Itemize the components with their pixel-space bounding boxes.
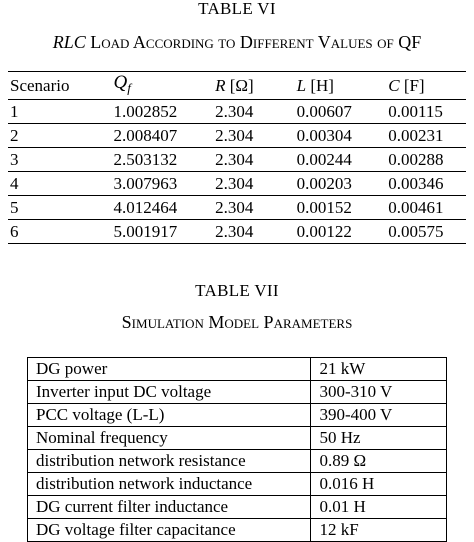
table-row xyxy=(28,519,447,542)
header-l-symbol: L xyxy=(296,75,307,95)
parameter-value: 300-310 V xyxy=(311,381,447,404)
cell-scenario: 2 xyxy=(8,124,114,148)
cell-scenario: 4 xyxy=(8,172,114,196)
header-r-symbol: R xyxy=(215,75,226,95)
parameter-value: 0.016 H xyxy=(311,473,447,496)
table-row xyxy=(28,496,447,519)
cell-c: 0.00575 xyxy=(388,220,466,244)
parameter-name: DG voltage filter capacitance xyxy=(28,519,311,542)
cell-qf: 1.002852 xyxy=(114,100,216,124)
parameter-name: DG power xyxy=(28,358,311,381)
parameter-name: distribution network resistance xyxy=(28,450,311,473)
cell-l: 0.00203 xyxy=(297,172,389,196)
parameter-value: 0.89 Ω xyxy=(311,450,447,473)
header-qf xyxy=(114,72,216,100)
header-l-unit: [H] xyxy=(306,75,334,95)
parameter-name: Inverter input DC voltage xyxy=(28,381,311,404)
cell-l: 0.00152 xyxy=(297,196,389,220)
parameter-name: Nominal frequency xyxy=(28,427,311,450)
cell-scenario: 3 xyxy=(8,148,114,172)
parameter-value: 50 Hz xyxy=(311,427,447,450)
table-row xyxy=(28,358,447,381)
header-c-unit: [F] xyxy=(399,75,425,95)
table-row xyxy=(8,124,466,148)
cell-l: 0.00304 xyxy=(297,124,389,148)
parameter-value: 390-400 V xyxy=(311,404,447,427)
parameter-value: 12 kF xyxy=(311,519,447,542)
header-qf-subscript: f xyxy=(127,80,131,96)
table-row xyxy=(28,381,447,404)
table-row xyxy=(28,473,447,496)
cell-l: 0.00244 xyxy=(297,148,389,172)
table6-caption-rlc: RLC xyxy=(52,32,86,52)
cell-c: 0.00288 xyxy=(388,148,466,172)
parameter-name: PCC voltage (L-L) xyxy=(28,404,311,427)
cell-r: 2.304 xyxy=(215,172,297,196)
table6-caption-rest: Load According to Different Values of QF xyxy=(85,32,422,52)
table-row xyxy=(8,220,466,244)
header-c xyxy=(388,72,466,100)
cell-c: 0.00461 xyxy=(388,196,466,220)
table-row xyxy=(8,196,466,220)
cell-l: 0.00607 xyxy=(297,100,389,124)
cell-scenario: 6 xyxy=(8,220,114,244)
table-row xyxy=(8,172,466,196)
cell-qf: 5.001917 xyxy=(114,220,216,244)
table-row xyxy=(8,148,466,172)
parameter-name: distribution network inductance xyxy=(28,473,311,496)
cell-r: 2.304 xyxy=(215,196,297,220)
cell-qf: 2.008407 xyxy=(114,124,216,148)
cell-qf: 4.012464 xyxy=(114,196,216,220)
table-row xyxy=(8,100,466,124)
parameter-value: 21 kW xyxy=(311,358,447,381)
header-r-unit: [Ω] xyxy=(225,75,254,95)
cell-c: 0.00115 xyxy=(388,100,466,124)
table-row xyxy=(28,404,447,427)
header-scenario: Scenario xyxy=(8,72,114,100)
cell-c: 0.00231 xyxy=(388,124,466,148)
cell-scenario: 1 xyxy=(8,100,114,124)
cell-r: 2.304 xyxy=(215,148,297,172)
table-row xyxy=(28,427,447,450)
cell-l: 0.00122 xyxy=(297,220,389,244)
table7-caption: Simulation Model Parameters xyxy=(121,312,353,332)
parameter-name: DG current filter inductance xyxy=(28,496,311,519)
cell-qf: 2.503132 xyxy=(114,148,216,172)
header-qf-symbol: Q xyxy=(113,72,128,93)
header-l xyxy=(297,72,389,100)
table-row xyxy=(28,450,447,473)
table7-label: TABLE VII xyxy=(195,281,279,300)
cell-c: 0.00346 xyxy=(388,172,466,196)
cell-qf: 3.007963 xyxy=(114,172,216,196)
rlc-load-table xyxy=(8,71,466,244)
header-r xyxy=(215,72,297,100)
cell-r: 2.304 xyxy=(215,100,297,124)
header-c-symbol: C xyxy=(388,75,400,95)
parameter-value: 0.01 H xyxy=(311,496,447,519)
simulation-parameters-table xyxy=(27,357,447,542)
table6-caption xyxy=(0,31,474,53)
cell-r: 2.304 xyxy=(215,124,297,148)
cell-scenario: 5 xyxy=(8,196,114,220)
table6-header-row xyxy=(8,72,466,100)
table6-label: TABLE VI xyxy=(198,0,276,18)
cell-r: 2.304 xyxy=(215,220,297,244)
